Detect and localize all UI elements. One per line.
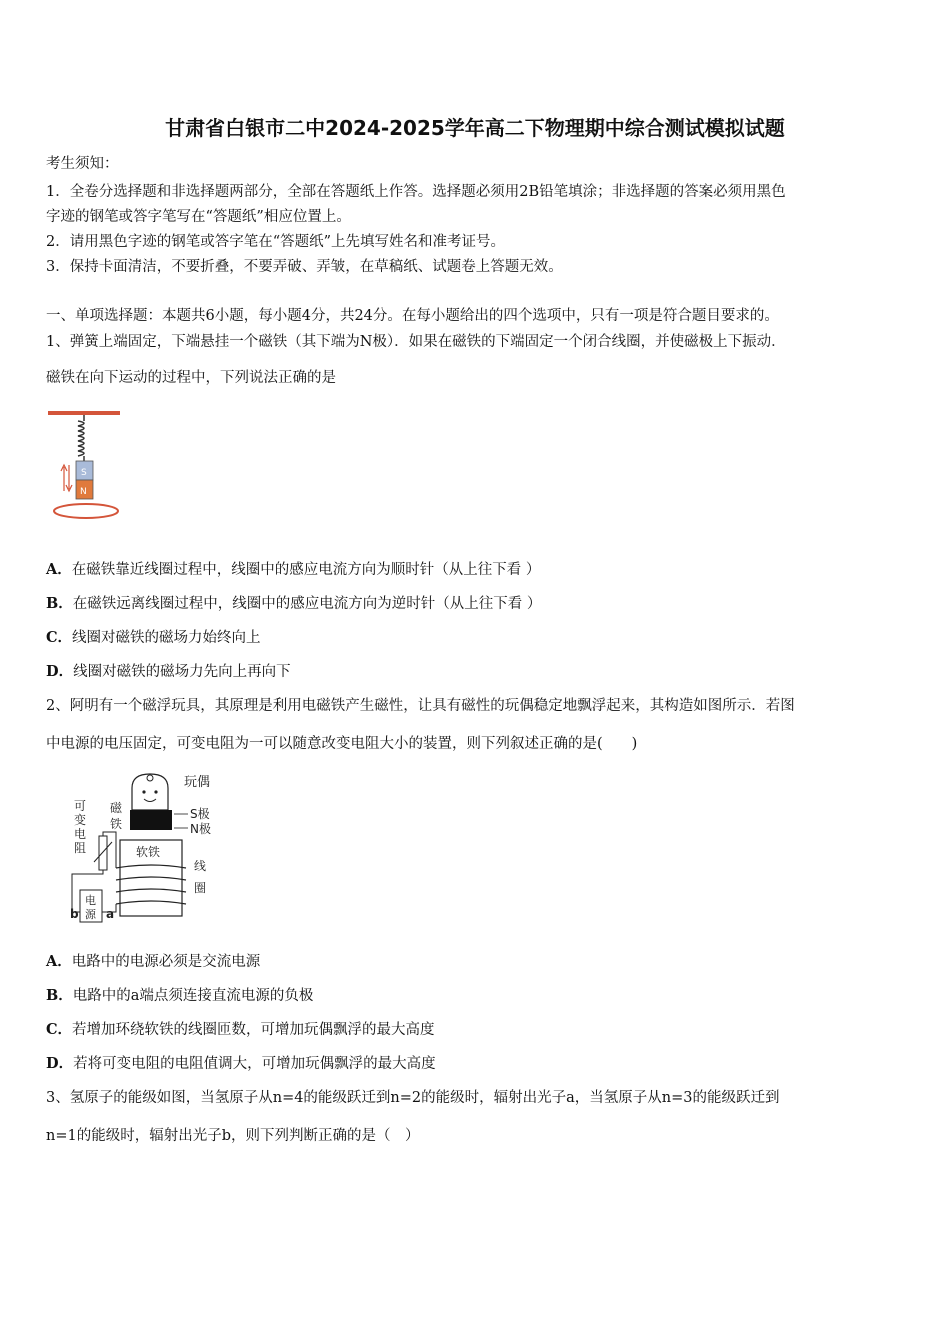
q2-option: C．若增加环绕软铁的线圈匝数，可增加玩偶飘浮的最大高度 <box>46 1021 435 1038</box>
q3-stem: 3、氢原子的能级如图，当氢原子从n=4的能级跃迁到n=2的能级时，辐射出光子a，当氢原子从n=3的能级跃迁到 <box>46 1090 780 1106</box>
q1-option: C．线圈对磁铁的磁场力始终向上 <box>46 629 261 646</box>
notice-item: 2．请用黑色字迹的钢笔或答字笔在“答题纸”上先填写姓名和准考证号。 <box>46 234 506 250</box>
q1-option: D．线圈对磁铁的磁场力先向上再向下 <box>46 663 291 680</box>
coil-label: 圈 <box>194 881 207 895</box>
toy-magnet <box>130 810 172 830</box>
q1-figure-spring-magnet <box>44 405 134 525</box>
coil-label: 线 <box>194 859 207 873</box>
s-label: S <box>81 468 87 478</box>
resistor-label: 电 <box>74 827 87 841</box>
page-title: 甘肃省白银市二中2024-2025学年高二下物理期中综合测试模拟试题 <box>165 116 785 140</box>
q1-stem: 磁铁在向下运动的过程中，下列说法正确的是 <box>46 370 336 386</box>
q2-option: A．电路中的电源必须是交流电源 <box>46 953 261 970</box>
iron-label: 软铁 <box>136 845 161 859</box>
resistor-label: 阻 <box>74 841 87 855</box>
coil-ring <box>54 504 118 518</box>
notice-item: 1．全卷分选择题和非选择题两部分，全部在答题纸上作答。选择题必须用2B铅笔填涂；非选择题的答案必须用黑色 <box>46 184 786 200</box>
q1-option: B．在磁铁远离线圈过程中，线圈中的感应电流方向为逆时针（从上往下看 ） <box>46 595 542 612</box>
source-label: 电 <box>85 894 96 907</box>
terminal-a: a <box>106 907 115 921</box>
q2-option: B．电路中的a端点须连接直流电源的负极 <box>46 987 314 1004</box>
section-heading: 一、单项选择题：本题共6小题，每小题4分，共24分。在每小题给出的四个选项中，只有一项是符合题目要求的。 <box>46 308 779 324</box>
ceiling-bar <box>48 411 120 415</box>
resistor-label: 变 <box>74 813 87 827</box>
notice-item: 字迹的钢笔或答字笔写在“答题纸”相应位置上。 <box>46 209 351 225</box>
magnet-label: 铁 <box>110 817 123 831</box>
terminal-b: b <box>70 907 79 921</box>
n-label: N <box>80 487 87 497</box>
notice-item: 3．保持卡面清洁，不要折叠，不要弄破、弄皱，在草稿纸、试题卷上答题无效。 <box>46 259 563 275</box>
notice-heading: 考生须知： <box>46 156 119 172</box>
q2-stem: 中电源的电压固定，可变电阻为一可以随意改变电阻大小的装置，则下列叙述正确的是( ) <box>46 736 638 752</box>
spring-icon <box>78 421 84 456</box>
q1-stem: 1、弹簧上端固定，下端悬挂一个磁铁（其下端为N极）．如果在磁铁的下端固定一个闭合线圈，并使磁极上下振动． <box>46 334 786 350</box>
toy-label: 玩偶 <box>184 775 211 790</box>
s-pole-label: S极 <box>190 807 210 821</box>
q3-stem: n=1的能级时，辐射出光子b，则下列判断正确的是（ ） <box>46 1128 420 1144</box>
variable-resistor <box>99 836 107 870</box>
q2-figure-maglev-toy <box>66 766 246 926</box>
n-pole-label: N极 <box>190 822 211 836</box>
resistor-label: 可 <box>74 799 87 813</box>
q2-stem: 2、阿明有一个磁浮玩具，其原理是利用电磁铁产生磁性，让具有磁性的玩偶稳定地飘浮起来，其构造如图所示．若图 <box>46 698 795 714</box>
source-label: 源 <box>85 908 96 921</box>
magnet-label: 磁 <box>110 801 123 815</box>
q1-option: A．在磁铁靠近线圈过程中，线圈中的感应电流方向为顺时针（从上往下看 ） <box>46 561 541 578</box>
q2-option: D．若将可变电阻的电阻值调大，可增加玩偶飘浮的最大高度 <box>46 1055 436 1072</box>
